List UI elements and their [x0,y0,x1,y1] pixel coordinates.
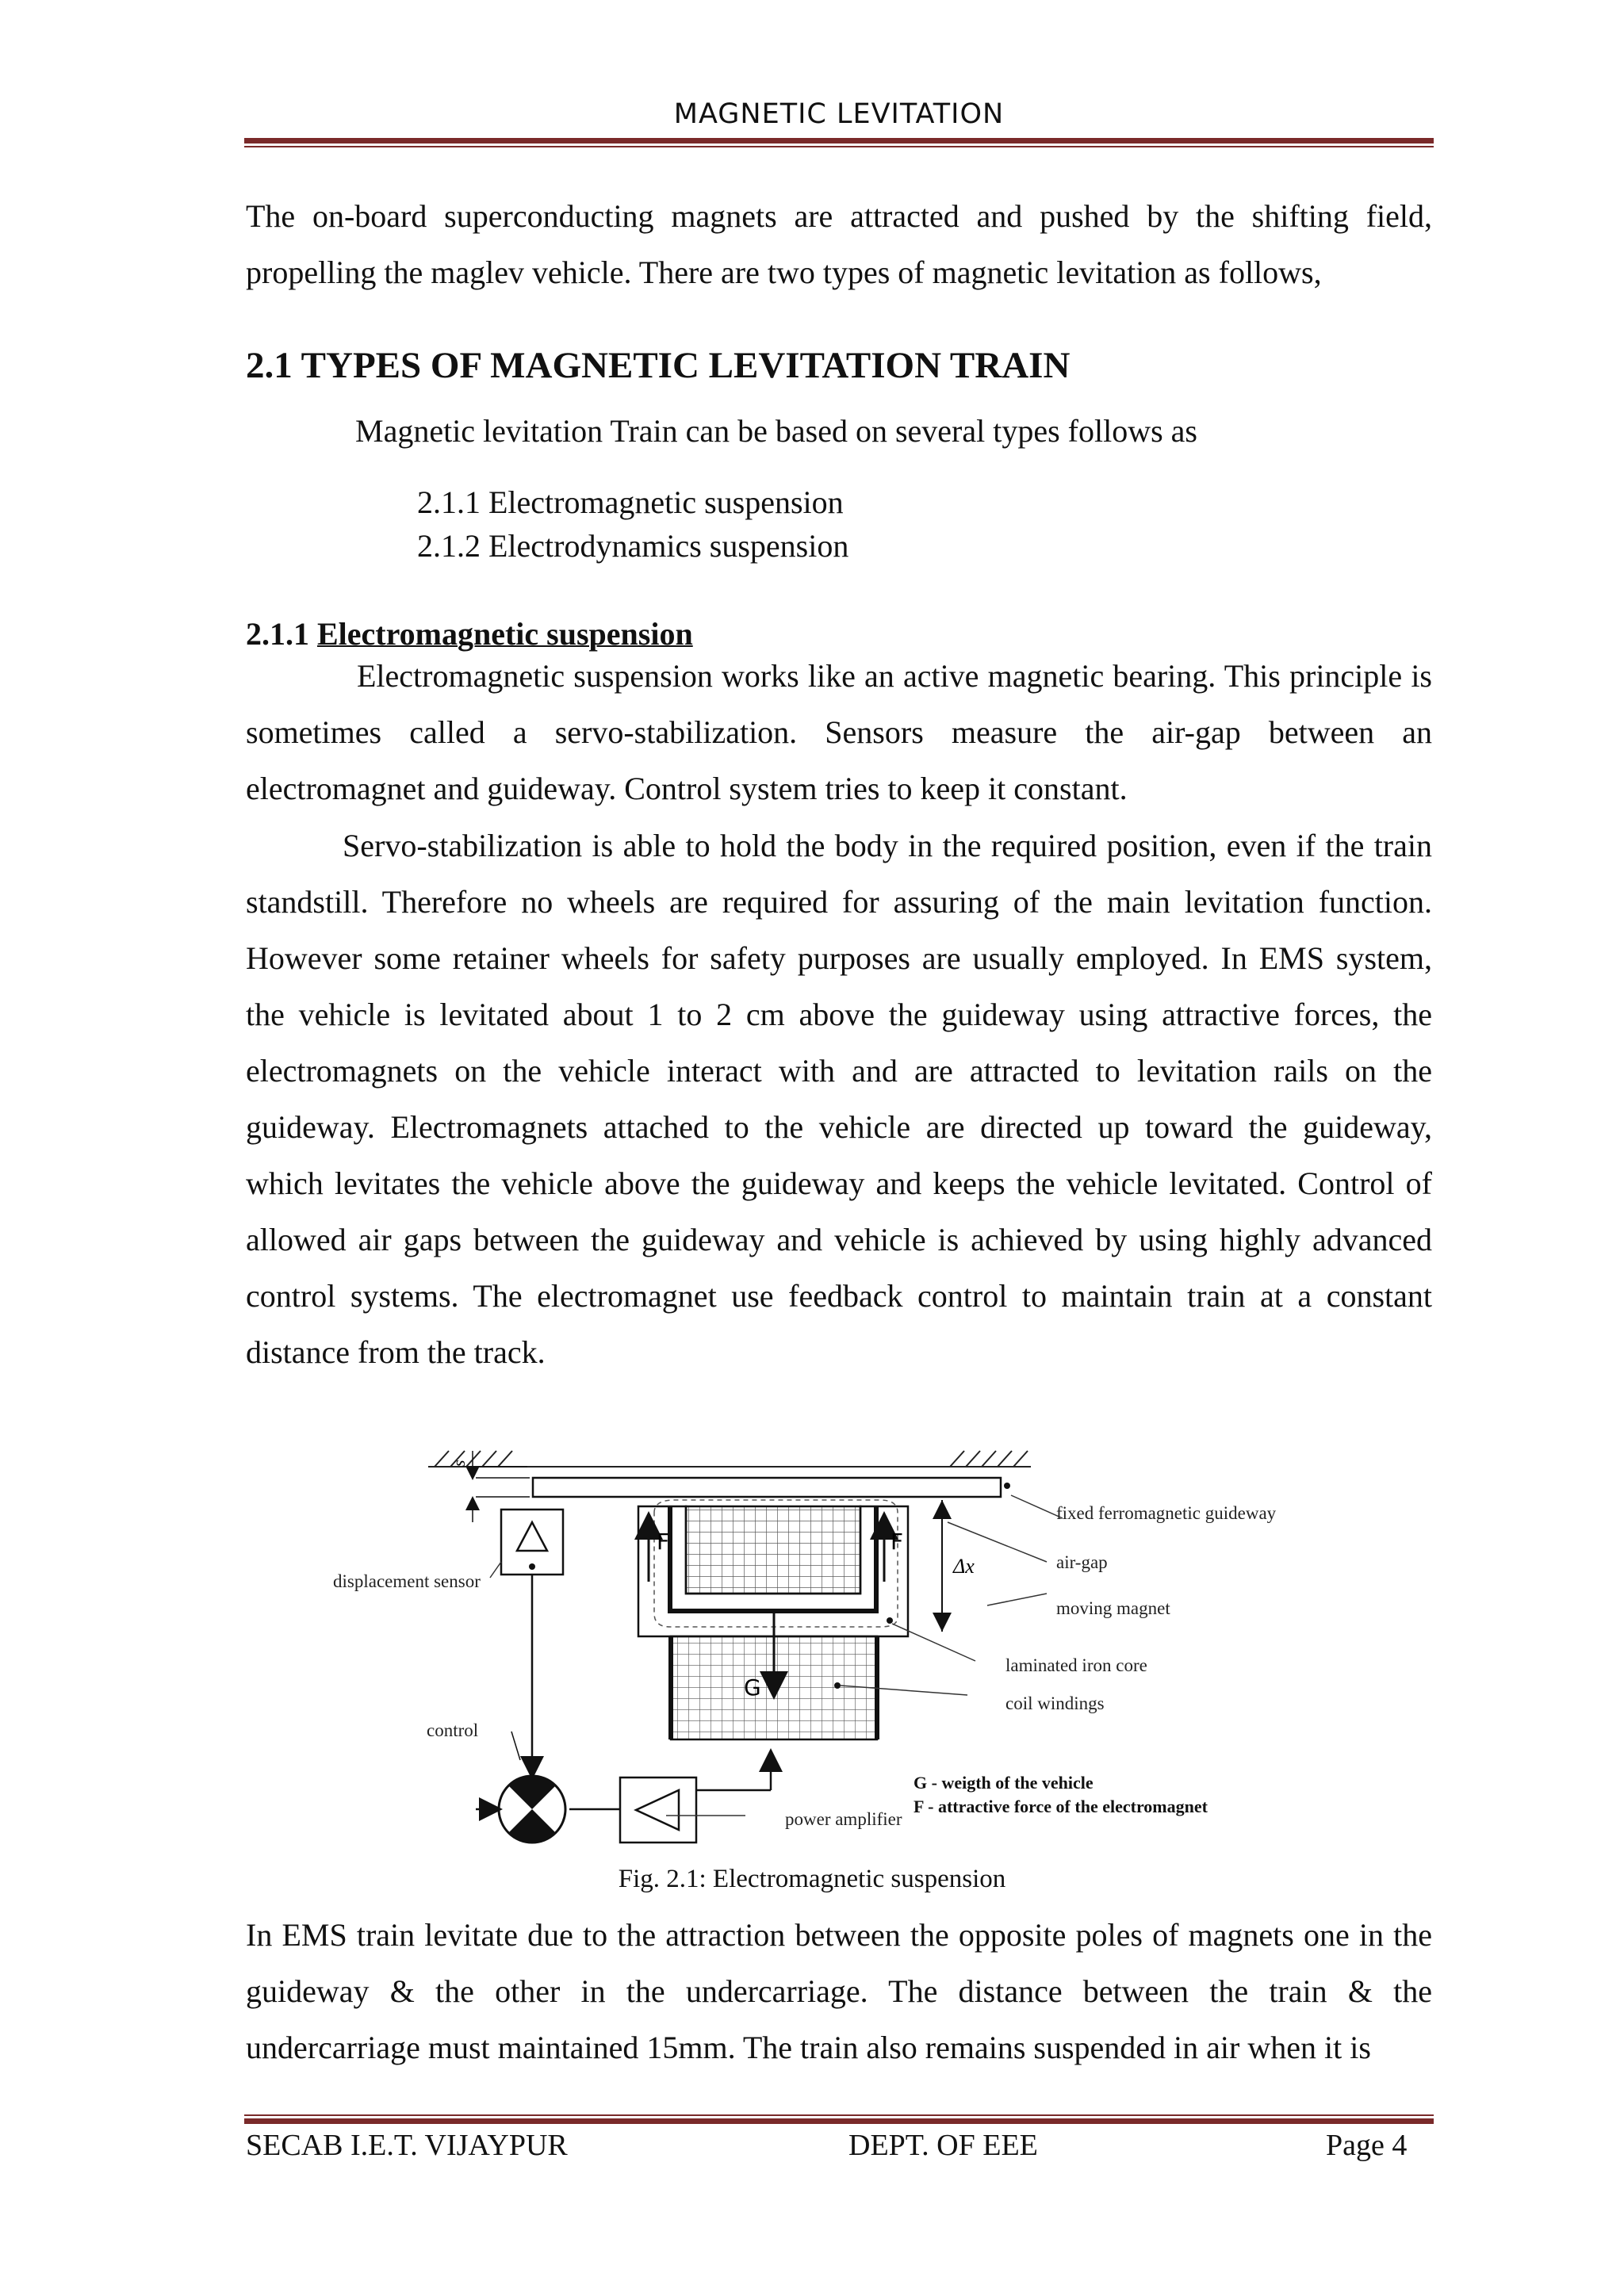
running-header: MAGNETIC LEVITATION [673,98,1005,130]
delta-x-label: Δx [953,1555,975,1578]
paragraph-ems-1: Electromagnetic suspension works like an active magnetic bearing. This principle is sometimes called a servo-stabilization. Sensors measure the air-gap between an electromagnet and guideway. Control system tries to keep it constant. [246,658,1432,806]
footer-page-number: Page 4 [1326,2129,1408,2162]
label-moving-magnet: moving magnet [1056,1598,1170,1618]
footer-department: DEPT. OF EEE [848,2129,1038,2162]
section-lead: Magnetic levitation Train can be based on several types follows as [355,413,1197,449]
figure-caption: Fig. 2.1: Electromagnetic suspension [618,1865,1006,1893]
label-air-gap: air-gap [1056,1552,1108,1572]
label-control: control [427,1720,479,1740]
guideway-bar [533,1478,1001,1497]
subsection-title: Electromagnetic suspension [317,616,693,652]
legend-f: F - attractive force of the electromagnet [914,1797,1208,1816]
header-rule [244,138,1434,147]
summing-junction [476,1775,565,1843]
power-amplifier-box [620,1777,696,1843]
weight-label: G [744,1674,761,1701]
paragraph-after-figure: In EMS train levitate due to the attraction between the opposite poles of magnets one in the guideway & the other in the undercarriage. The distance between the train & the undercarriage must maintained 15mm. The train also remains suspended in air when it is [246,1917,1432,2065]
intro-paragraph: The on-board superconducting magnets are attracted and pushed by the shifting field, propelling the maglev vehicle. There are two types of magnetic levitation as follows, [246,198,1432,290]
footer-institute: SECAB I.E.T. VIJAYPUR [246,2129,568,2162]
ems-diagram [333,1443,1348,1855]
list-item: 2.1.2 Electrodynamics suspension [417,528,849,564]
label-laminated-core: laminated iron core [1005,1655,1147,1675]
footer-rule [244,2112,1434,2124]
section-heading: 2.1 TYPES OF MAGNETIC LEVITATION TRAIN [246,345,1071,386]
support-hatching [428,1443,1031,1467]
subsection-number: 2.1.1 [246,616,309,652]
force-label-right: F [891,1529,904,1555]
label-power-amplifier: power amplifier [785,1809,902,1829]
paragraph-ems-2: Servo-stabilization is able to hold the body in the required position, even if the train standstill. Therefore no wheels are required for assuring of the main levitation function. However some retainer wheels for safety purposes are usually employed. In EMS system, the vehicle is levitated about 1 to 2 cm above the guideway using attractive forces, the electromagnets on the vehicle interact with and are attracted to levitation rails on the guideway. Electromagnets attached to the vehicle are directed up toward the guideway, which levitates the vehicle above the guideway and keeps the vehicle levitated. Control of allowed air gaps between the guideway and vehicle is achieved by using highly advanced control systems. The electromagnet use feedback control to maintain train at a constant distance from the track. [246,828,1432,1370]
subsection-heading [246,615,693,652]
label-coil-windings: coil windings [1005,1693,1105,1713]
list-item: 2.1.1 Electromagnetic suspension [417,484,844,520]
label-displacement-sensor: displacement sensor [333,1571,481,1591]
label-fixed-guideway: fixed ferromagnetic guideway [1056,1503,1277,1523]
s-label: s [449,1460,469,1467]
legend-g: G - weigth of the vehicle [914,1773,1094,1793]
force-label-left: F [657,1529,670,1555]
